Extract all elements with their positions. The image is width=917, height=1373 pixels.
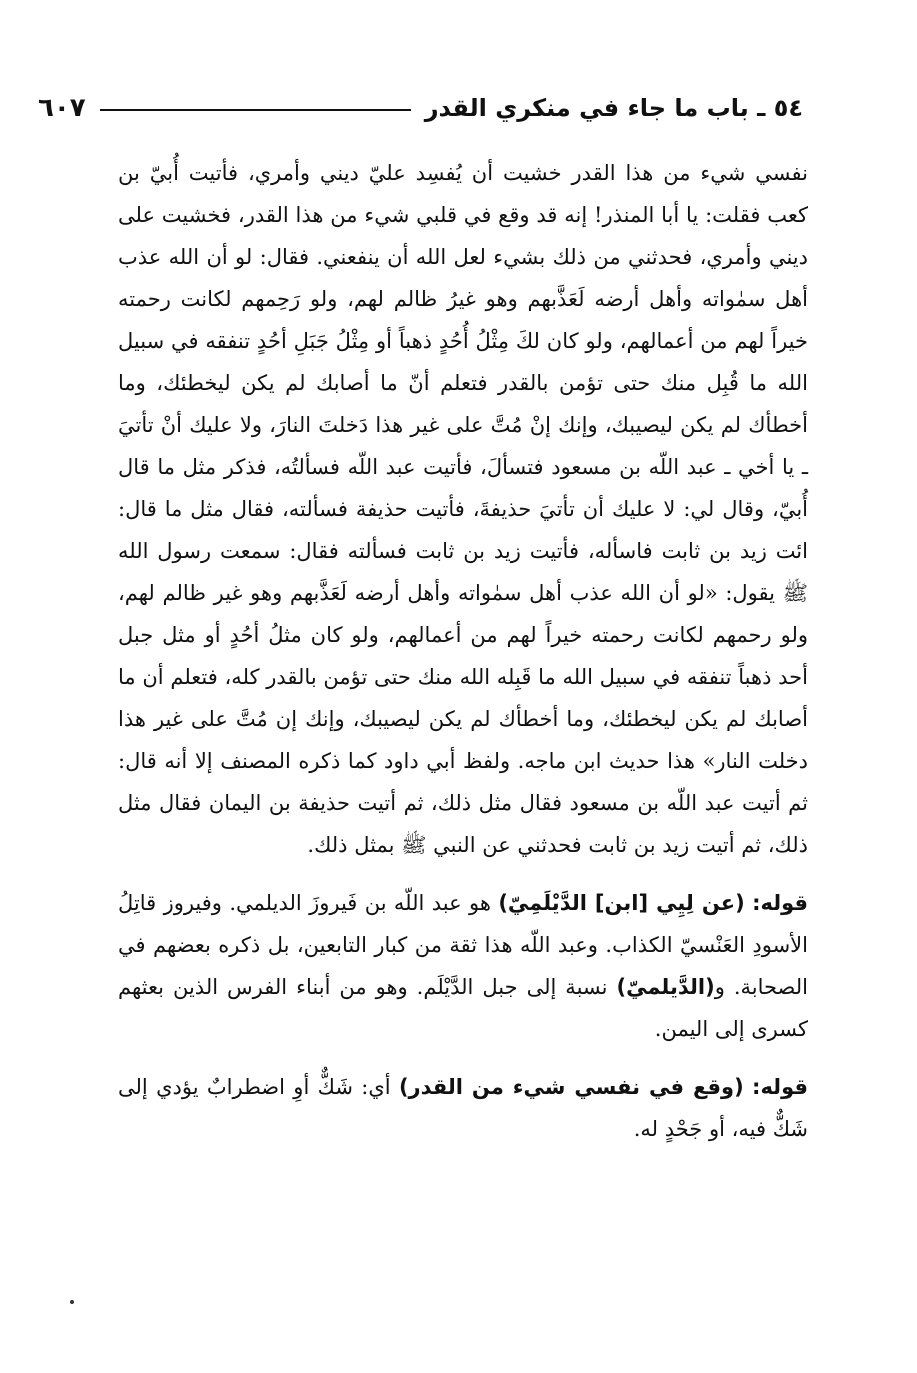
page-number: ٦٠٧ — [38, 93, 86, 123]
commentary-paragraph-1 — [118, 882, 808, 1050]
commentary-lead: قوله: — [752, 891, 808, 915]
commentary-quote-2: (الدَّيلميّ) — [616, 975, 715, 999]
header-rule — [100, 109, 411, 111]
commentary-quote: (وقع في نفسي شيء من القدر) — [398, 1075, 744, 1099]
commentary-text: هو عبد اللّه بن فَيروزَ الديلمي. وفيروز قاتِلُ الأسودِ العَنْسيّ الكذاب. وعبد اللّه هذا ثقة من كبار التابعين، بل ذكره بعضهم في الصحابة. و — [118, 891, 808, 999]
hadith-paragraph: نفسي شيء من هذا القدر خشيت أن يُفسِد عليّ ديني وأمري، فأتيت أُبيّ بن كعب فقلت: يا أبا المنذر! إنه قد وقع في قلبي شيء من هذا القدر، فخشيت على ديني وأمري، فحدثني من ذلك بشيء لعل الله أن ينفعني. فقال: لو أن الله عذب أهل سمٰواته وأهل أرضه لَعَذَّبهم وهو غيرُ ظالم لهم، ولو رَحِمهم لكانت رحمته خيراً لهم من أعمالهم، ولو كان لكَ مِثْلُ أُحُدٍ ذهباً أو مِثْلُ جَبَلِ أحُدٍ تنفقه في سبيل الله ما قُبِل منك حتى تؤمن بالقدر فتعلم أنّ ما أصابك لم يكن ليخطئك، وما أخطأك لم يكن ليصيبك، وإنك إنْ مُتَّ على غير هذا دَخلتَ النارَ، ولا عليك أنْ تأتيَ ـ يا أخي ـ عبد اللّه بن مسعود فتسألَ، فأتيت عبد اللّه فسألتُه، فذكر مثل ما قال أُبيّ، وقال لي: لا عليك أن تأتيَ حذيفةَ، فأتيت حذيفة فسألته، فقال مثل ما قال: ائت زيد بن ثابت فاسأله، فأتيت زيد بن ثابت فسألته فقال: سمعت رسول الله ﷺ يقول: «لو أن الله عذب أهل سمٰواته وأهل أرضه لَعَذَّبهم وهو غير ظالم لهم، ولو رحمهم لكانت رحمته خيراً لهم من أعمالهم، ولو كان مثلُ أحُدٍ أو مثل جبل أحد ذهباً تنفقه في سبيل الله ما قَبِله الله منك حتى تؤمن بالقدر كله، فتعلم أن ما أصابك لم يكن ليخطئك، وما أخطأك لم يكن ليصيبك، وإنك إن مُتَّ على غير هذا دخلت النار» هذا حديث ابن ماجه. ولفظ أبي داود كما ذكره المصنف إلا أنه قال: ثم أتيت عبد اللّه بن مسعود فقال مثل ذلك، ثم أتيت حذيفة بن اليمان فقال مثل ذلك، ثم أتيت زيد بن ثابت فحدثني عن النبي ﷺ بمثل ذلك. — [118, 161, 808, 857]
commentary-text: أي: شَكٌّ أوِ اضطرابٌ يؤدي إلى شَكٌّ فيه، أو جَحْدٍ له. — [118, 1075, 808, 1141]
commentary-paragraph-2 — [118, 1066, 808, 1150]
chapter-title: ٥٤ ـ باب ما جاء في منكري القدر — [424, 94, 803, 122]
commentary-text-2: نسبة إلى جبل الدَّيْلَم. وهو من أبناء الفرس الذين بعثهم كسرى إلى اليمن. — [118, 975, 808, 1041]
body-text — [118, 152, 808, 1150]
page-header — [38, 88, 803, 128]
scan-speck — [70, 1300, 74, 1304]
commentary-quote: (عن لِيِي [ابن] الدَّيْلَمِيّ) — [498, 891, 745, 915]
commentary-lead: قوله: — [752, 1075, 808, 1099]
